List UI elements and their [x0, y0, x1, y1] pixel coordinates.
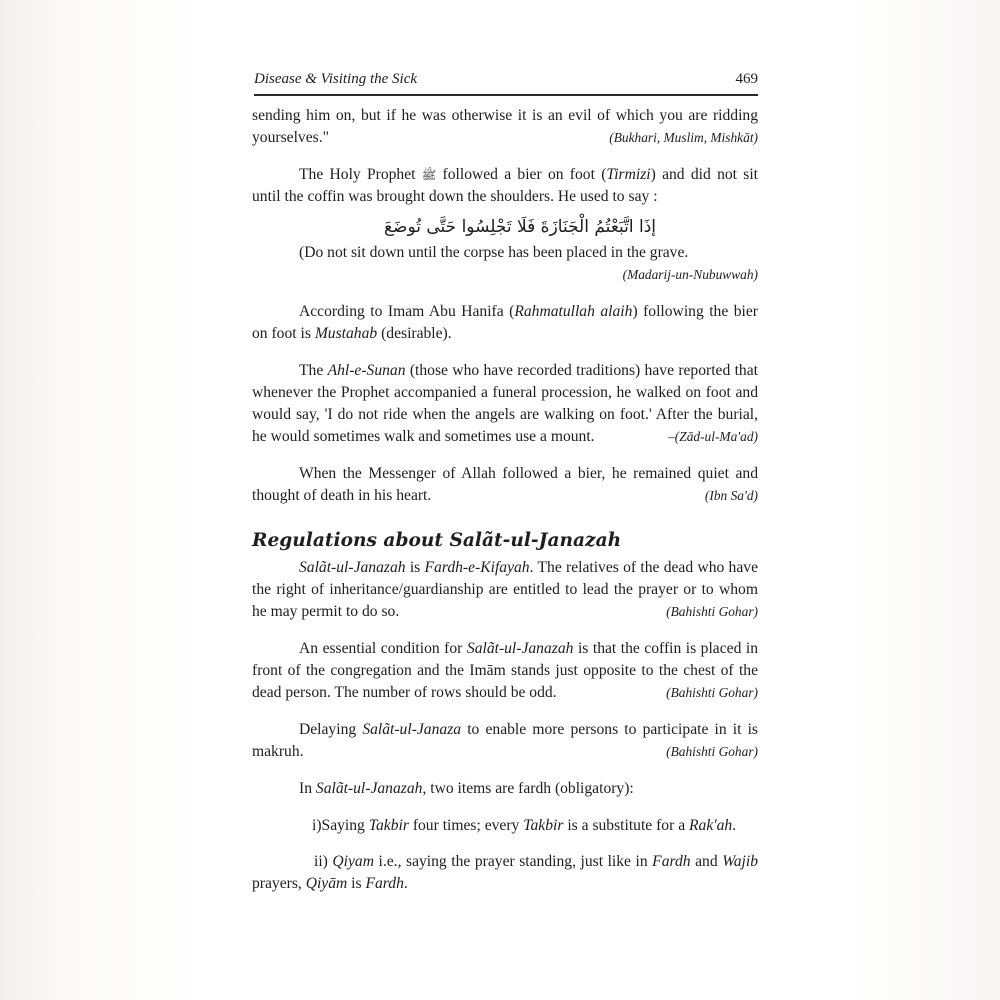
paragraph-messenger	[252, 463, 758, 507]
citation: (Bahishti Gohar)	[666, 604, 758, 619]
text-fragment: The	[299, 362, 328, 379]
hadith-translation: (Do not sit down until the corpse has been placed in the grave.	[299, 244, 689, 261]
text-fragment: is	[405, 559, 425, 576]
text-fragment: The Holy Prophet	[299, 166, 422, 183]
text-fragment: i)Saying	[312, 817, 369, 834]
text-fragment: i.e., saying the prayer standing, just like in	[373, 853, 653, 870]
list-item-takbir	[252, 815, 758, 837]
paragraph-delaying	[252, 719, 758, 763]
paragraph-abu-hanifa	[252, 301, 758, 345]
paragraph-bier-on-foot	[252, 164, 758, 208]
page-body	[252, 105, 758, 909]
paragraph-two-items	[252, 778, 758, 800]
term: Takbir	[523, 817, 564, 834]
arabic-hadith: إذَا اتَّبَعْتُمُ الْجَنَازَةَ فَلَا تَجْلِسُوا حَتَّى تُوضَعَ	[383, 217, 657, 237]
text-fragment: four times; every	[408, 817, 524, 834]
term: Fardh	[365, 875, 404, 892]
term: Ahl-e-Sunan	[327, 362, 406, 379]
list-item-qiyam	[252, 851, 758, 895]
term: Salãt-ul-Janaza	[362, 721, 462, 738]
section-heading: Regulations about Salãt-ul-Janazah	[252, 530, 622, 551]
text-fragment: is	[347, 875, 366, 892]
term: Fardh	[652, 853, 691, 870]
term: Qiyām	[305, 875, 348, 892]
text-fragment: ) and did not sit until the coffin was brought down the shoulders. He used to say :	[252, 166, 759, 205]
text-fragment: According to Imam Abu Hanifa (	[299, 303, 515, 320]
paragraph-continuation	[252, 105, 758, 149]
citation: –(Zād-ul-Ma'ad)	[668, 429, 758, 444]
paragraph-ahl-e-sunan	[252, 360, 758, 448]
citation: (Bahishti Gohar)	[666, 744, 758, 759]
text-fragment: An essential condition for	[299, 640, 467, 657]
citation: (Madarij-un-Nubuwwah)	[622, 267, 758, 282]
text-fragment: (desirable).	[377, 325, 452, 342]
text-fragment: and	[690, 853, 723, 870]
text-fragment: (those who have recorded traditions) have reported that whenever the Prophet accompanied a funeral procession, he walked on foot and would say, 'I do not ride when the angels are walking on foot.' After the burial, he would sometimes walk and sometimes use a mount.	[252, 362, 758, 445]
term: Rak'ah	[689, 817, 733, 834]
text-fragment: Delaying	[299, 721, 363, 738]
text-fragment: ii)	[314, 853, 333, 870]
text-fragment: , two items are fardh (obligatory):	[422, 780, 634, 797]
source-name: Tirmizi	[606, 166, 651, 183]
salutation-glyph: ﷺ	[421, 168, 437, 182]
text-fragment: .	[403, 875, 408, 892]
page-header	[254, 70, 758, 96]
term: Takbir	[368, 817, 409, 834]
text-fragment: When the Messenger of Allah followed a bier, he remained quiet and thought of death in his heart.	[252, 465, 758, 504]
text-fragment: to enable more persons to participate in it is makruh.	[252, 721, 758, 760]
text-fragment: followed a bier on foot (	[436, 166, 607, 183]
term: Wajib	[722, 853, 759, 870]
term: Qiyam	[332, 853, 374, 870]
citation: (Bukhari, Muslim, Mishkāt)	[609, 130, 758, 145]
text-fragment: is a substitute for a	[563, 817, 690, 834]
citation: (Ibn Sa'd)	[704, 488, 758, 503]
text-fragment: . The relatives of the dead who have the right of inheritance/guardianship are entitled to lead the prayer or to whom he may permit to do so.	[252, 559, 758, 620]
term: Salãt-ul-Janazah	[466, 640, 574, 657]
term: Mustahab	[314, 325, 378, 342]
text-fragment: is that the coffin is placed in front of the congregation and the Imām stands just opposite to the chest of the dead person. The number of rows should be odd.	[252, 640, 759, 701]
paragraph-text: sending him on, but if he was otherwise it is an evil of which you are ridding yourselves."	[252, 107, 758, 146]
citation: (Bahishti Gohar)	[666, 685, 758, 700]
running-head: Disease & Visiting the Sick	[254, 71, 418, 87]
text-fragment: In	[299, 780, 316, 797]
text-fragment: prayers,	[252, 875, 306, 892]
term: Salãt-ul-Janazah	[299, 559, 406, 576]
paragraph-fardh-e-kifayah	[252, 557, 758, 623]
term: Fardh-e-Kifayah	[424, 559, 530, 576]
term: Salãt-ul-Janazah	[315, 780, 423, 797]
paragraph-essential-condition	[252, 638, 758, 704]
honorific: Rahmatullah alaih	[514, 303, 633, 320]
text-fragment: .	[732, 817, 737, 834]
text-fragment: ) following the bier on foot is	[252, 303, 758, 342]
page-number: 469	[735, 71, 758, 87]
